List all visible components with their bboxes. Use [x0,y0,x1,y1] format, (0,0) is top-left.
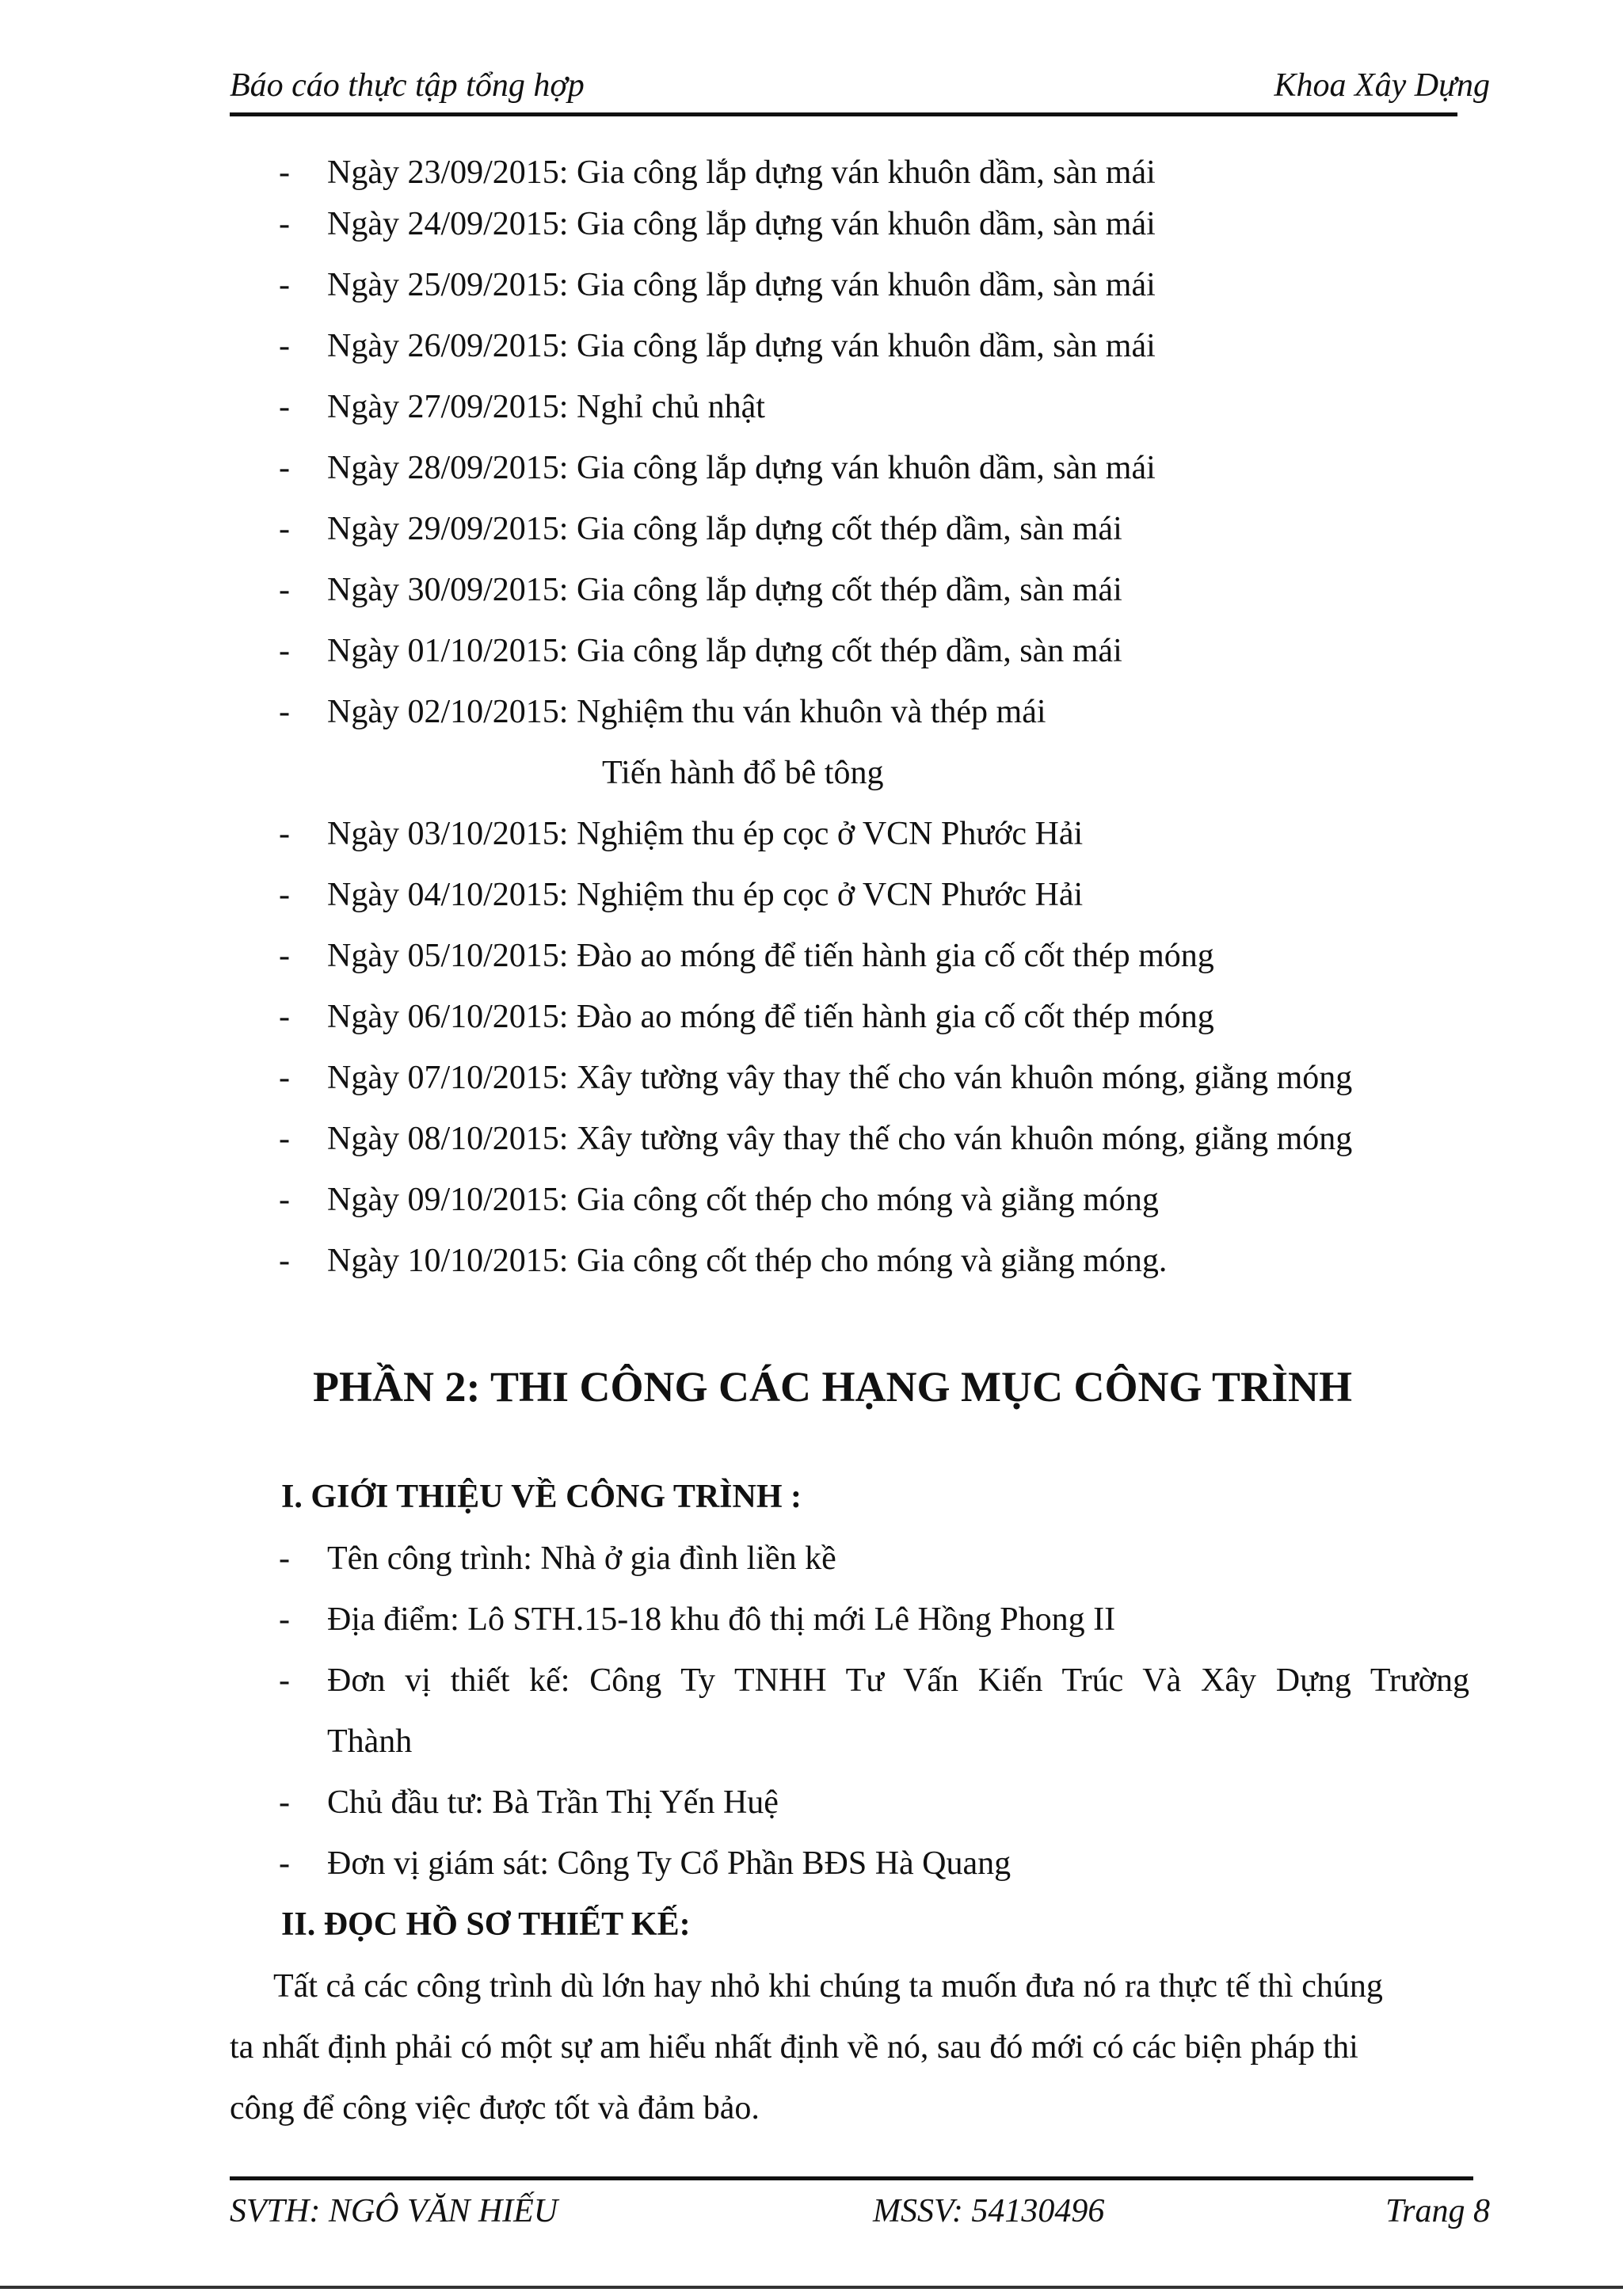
header-rule [230,112,1457,116]
info-text: Thành [327,1723,413,1760]
schedule-date: Ngày 09/10/2015: [327,1182,569,1218]
schedule-task: Đào ao móng để tiến hành gia cố cốt thép móng [576,999,1214,1035]
bullet-dash: - [279,450,290,486]
schedule-date: Ngày 27/09/2015: [327,389,569,425]
schedule-task: Gia công lắp dựng ván khuôn dầm, sàn mái [576,154,1156,191]
info-text: Tên công trình: Nhà ở gia đình liền kề [327,1540,836,1577]
section-heading: II. ĐỌC HỒ SƠ THIẾT KẾ: [281,1906,691,1943]
bullet-dash: - [279,938,290,974]
header-report-title: Báo cáo thực tập tổng hợp [230,67,585,104]
footer-student: SVTH: NGÔ VĂN HIẾU [230,2193,558,2229]
schedule-task: Nghiệm thu ép cọc ở VCN Phước Hải [576,877,1084,913]
paragraph-line: công để công việc được tốt và đảm bảo. [230,2090,760,2127]
schedule-date: Ngày 05/10/2015: [327,938,569,974]
footer-rule [230,2176,1473,2180]
bullet-dash: - [279,1060,290,1096]
schedule-task: Gia công lắp dựng cốt thép dầm, sàn mái [576,511,1122,547]
schedule-task: Gia công lắp dựng ván khuôn dầm, sàn mái [576,267,1156,303]
bullet-dash: - [279,1601,290,1638]
schedule-date: Ngày 25/09/2015: [327,267,569,303]
schedule-date: Ngày 03/10/2015: [327,816,569,852]
schedule-task: Gia công lắp dựng ván khuôn dầm, sàn mái [576,328,1156,364]
bullet-dash: - [279,694,290,730]
bullet-dash: - [279,1784,290,1821]
bullet-dash: - [279,267,290,303]
bullet-dash: - [279,206,290,242]
schedule-task: Gia công cốt thép cho móng và giằng móng [576,1182,1159,1218]
bullet-dash: - [279,1182,290,1218]
bullet-dash: - [279,1845,290,1882]
bullet-dash: - [279,572,290,608]
schedule-task: Xây tường vây thay thế cho ván khuôn móng, giằng móng [576,1121,1353,1157]
schedule-task: Tiến hành đổ bê tông [602,755,884,791]
footer-student-id: MSSV: 54130496 [873,2193,1105,2229]
footer-page-number: Trang 8 [1385,2193,1490,2229]
schedule-task: Gia công lắp dựng cốt thép dầm, sàn mái [576,633,1122,669]
schedule-task: Gia công cốt thép cho móng và giằng móng. [576,1243,1168,1279]
schedule-date: Ngày 10/10/2015: [327,1243,569,1279]
schedule-task: Nghỉ chủ nhật [576,389,765,425]
bullet-dash: - [279,877,290,913]
schedule-task: Gia công lắp dựng ván khuôn dầm, sàn mái [576,206,1156,242]
section-heading: I. GIỚI THIỆU VỀ CÔNG TRÌNH : [281,1479,802,1515]
schedule-task: Xây tường vây thay thế cho ván khuôn móng, giằng móng [576,1060,1353,1096]
schedule-date: Ngày 04/10/2015: [327,877,569,913]
schedule-date: Ngày 24/09/2015: [327,206,569,242]
schedule-task: Gia công lắp dựng ván khuôn dầm, sàn mái [576,450,1156,486]
schedule-date: Ngày 08/10/2015: [327,1121,569,1157]
bullet-dash: - [279,816,290,852]
schedule-date: Ngày 07/10/2015: [327,1060,569,1096]
paragraph-line: Tất cả các công trình dù lớn hay nhỏ khi chúng ta muốn đưa nó ra thực tế thì chúng [273,1968,1383,2005]
schedule-date: Ngày 23/09/2015: [327,154,569,191]
bullet-dash: - [279,389,290,425]
schedule-task: Nghiệm thu ván khuôn và thép mái [576,694,1046,730]
schedule-date: Ngày 02/10/2015: [327,694,569,730]
schedule-date: Ngày 29/09/2015: [327,511,569,547]
page-bottom-edge [0,2286,1623,2289]
schedule-date: Ngày 01/10/2015: [327,633,569,669]
header-faculty: Khoa Xây Dựng [1274,67,1490,104]
bullet-dash: - [279,1540,290,1577]
bullet-dash: - [279,511,290,547]
info-text: Địa điểm: Lô STH.15-18 khu đô thị mới Lê Hồng Phong II [327,1601,1116,1638]
bullet-dash: - [279,1121,290,1157]
schedule-date: Ngày 30/09/2015: [327,572,569,608]
bullet-dash: - [279,633,290,669]
part-heading: PHẦN 2: THI CÔNG CÁC HẠNG MỤC CÔNG TRÌNH [313,1363,1353,1411]
schedule-date: Ngày 06/10/2015: [327,999,569,1035]
info-text: Đơn vị giám sát: Công Ty Cổ Phần BĐS Hà Quang [327,1845,1012,1882]
bullet-dash: - [279,1243,290,1279]
bullet-dash: - [279,1662,290,1699]
bullet-dash: - [279,328,290,364]
info-text: Chủ đầu tư: Bà Trần Thị Yến Huệ [327,1784,779,1821]
schedule-task: Đào ao móng để tiến hành gia cố cốt thép móng [576,938,1214,974]
info-text: Đơn vị thiết kế: Công Ty TNHH Tư Vấn Kiến Trúc Và Xây Dựng Trường [327,1662,1469,1699]
schedule-task: Gia công lắp dựng cốt thép dầm, sàn mái [576,572,1122,608]
schedule-date: Ngày 26/09/2015: [327,328,569,364]
paragraph-line: ta nhất định phải có một sự am hiểu nhất định về nó, sau đó mới có các biện pháp thi [230,2029,1358,2066]
schedule-date: Ngày 28/09/2015: [327,450,569,486]
bullet-dash: - [279,154,290,191]
bullet-dash: - [279,999,290,1035]
schedule-task: Nghiệm thu ép cọc ở VCN Phước Hải [576,816,1084,852]
